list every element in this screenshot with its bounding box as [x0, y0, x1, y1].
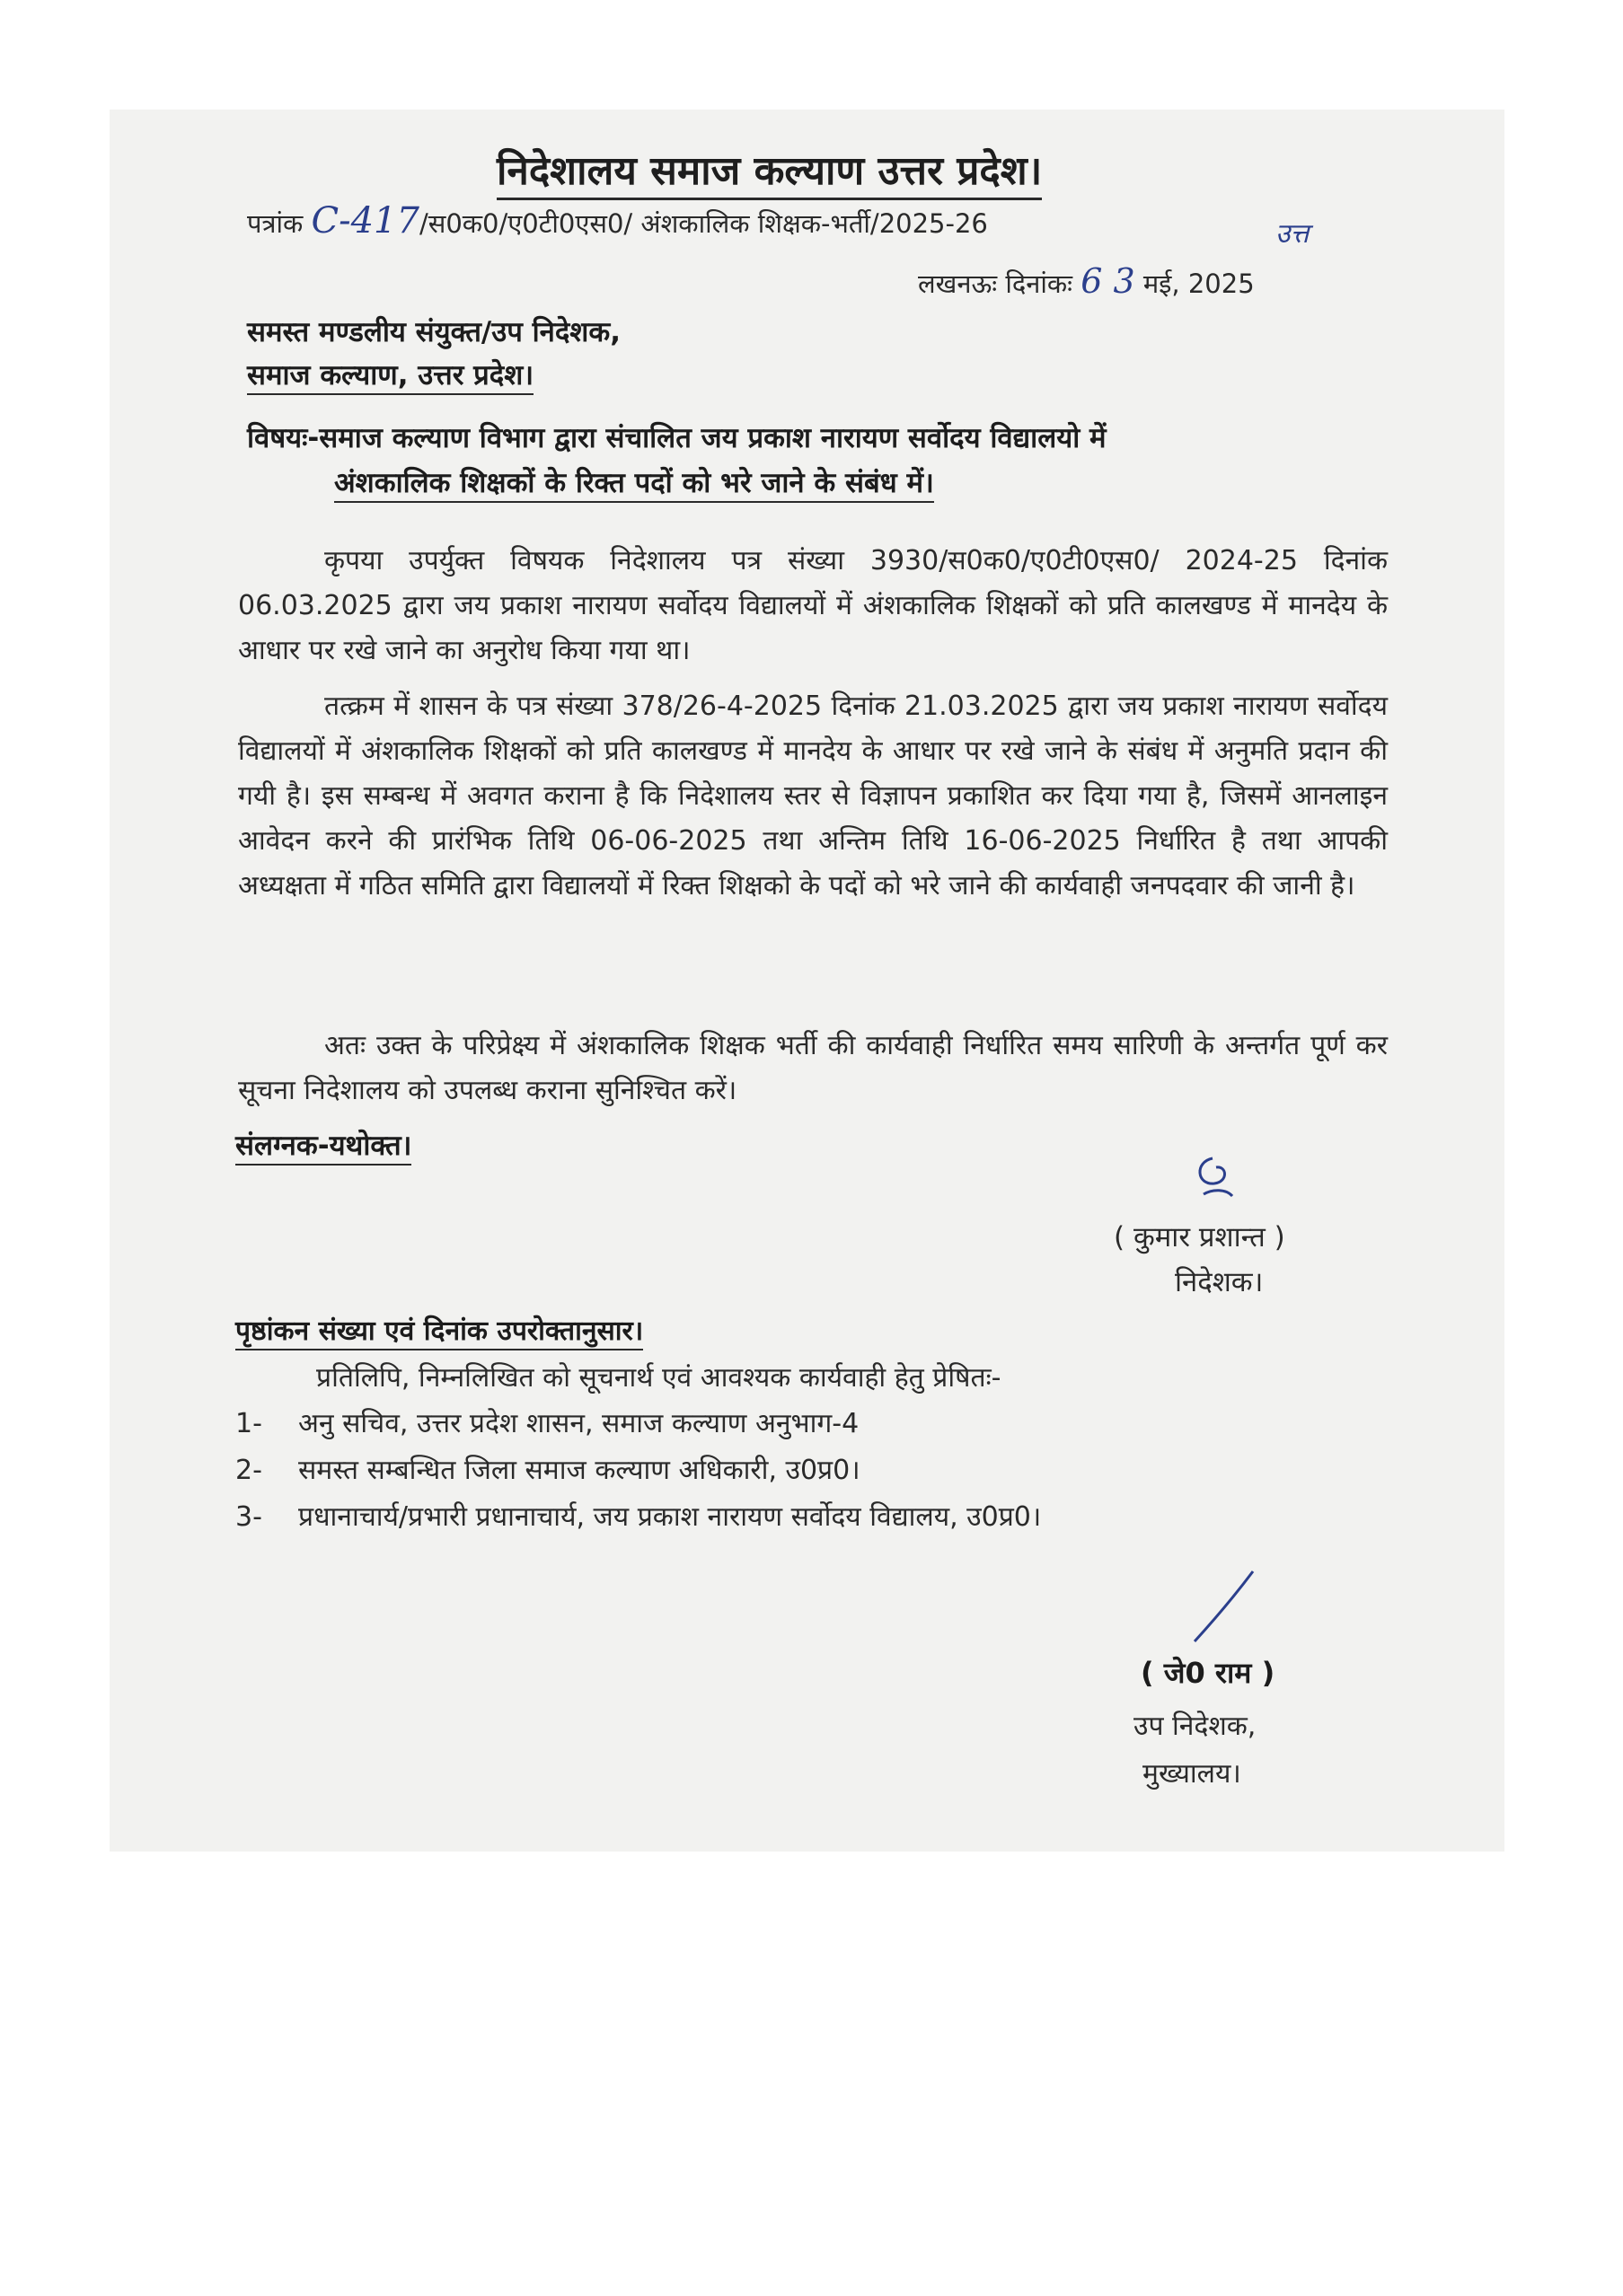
signatory-2-name: ( जे0 राम ) — [1141, 1656, 1275, 1690]
date-handwritten: 6 3 — [1081, 261, 1135, 301]
director-signature — [1177, 1149, 1257, 1221]
list-item-number: 1- — [235, 1408, 262, 1439]
ref-prefix: पत्रांक — [247, 208, 304, 239]
endorsement-intro: प्रतिलिपि, निम्नलिखित को सूचनार्थ एवं आवश्यक कार्यवाही हेतु प्रेषितः- — [316, 1362, 1001, 1394]
ref-handwritten-note: उत्त — [1275, 218, 1310, 250]
subject-line-1: विषयः-समाज कल्याण विभाग द्वारा संचालित जय प्रकाश नारायण सर्वोदय विद्यालयो में — [247, 422, 1107, 454]
deputy-director-signature — [1168, 1562, 1266, 1652]
enclosure-note: संलग्नक-यथोक्त। — [235, 1130, 411, 1166]
list-item — [235, 1455, 860, 1487]
endorsement-heading-wrap — [235, 1315, 643, 1348]
place-date-prefix: लखनऊः दिनांकः — [918, 268, 1072, 299]
signatory-1-name: ( कुमार प्रशान्त ) — [1114, 1221, 1285, 1254]
signatory-1-designation: निदेशक। — [1175, 1266, 1264, 1298]
subject-line-2: अंशकालिक शिक्षकों के रिक्त पदों को भरे जाने के संबंध में। — [334, 467, 934, 503]
reference-line — [247, 200, 988, 242]
addressee-line-1: समस्त मण्डलीय संयुक्त/उप निदेशक, — [247, 316, 621, 348]
list-item-number: 3- — [235, 1501, 262, 1533]
signatory-2-designation-2: मुख्यालय। — [1142, 1758, 1241, 1790]
paragraph-1-text: कृपया उपर्युक्त विषयक निदेशालय पत्र संख्या 3930/स0क0/ए0टी0एस0/ 2024-25 दिनांक 06.03.2025 द्वारा जय प्रकाश नारायण सर्वोदय विद्यालयों में अंशकालिक शिक्षकों को प्रति कालखण्ड में मानदेय के आधार पर रखे जाने का अनुरोध किया गया था। — [238, 545, 1388, 666]
ref-number-handwritten: C-417 — [311, 200, 419, 242]
date-rest: मई, 2025 — [1142, 268, 1255, 299]
paragraph-2-text: तत्क्रम में शासन के पत्र संख्या 378/26-4-2025 दिनांक 21.03.2025 द्वारा जय प्रकाश नारायण सर्वोदय विद्यालयों में अंशकालिक शिक्षकों को प्रति कालखण्ड में मानदेय के आधार पर रखे जाने के संबंध में अनुमति प्रदान की गयी है। इस सम्बन्ध में अवगत कराना है कि निदेशालय स्तर से विज्ञापन प्रकाशित कर दिया गया है, जिसमें आनलाइन आवेदन करने की प्रारंभिक तिथि 06-06-2025 तथा अन्तिम तिथि 16-06-2025 निर्धारित है तथा आपकी अध्यक्षता में गठित समिति द्वारा विद्यालयों में रिक्त शिक्षको के पदों को भरे जाने की कार्यवाही जनपदवार की जानी है। — [238, 691, 1388, 902]
list-item-text: समस्त सम्बन्धित जिला समाज कल्याण अधिकारी, उ0प्र0। — [298, 1455, 860, 1486]
place-date-line — [918, 261, 1255, 301]
page-title: निदेशालय समाज कल्याण उत्तर प्रदेश। — [497, 142, 1042, 200]
addressee-line-2: समाज कल्याण, उत्तर प्रदेश। — [247, 359, 534, 395]
subject-line-2-wrap — [334, 467, 934, 499]
signatory-2-designation-1: उप निदेशक, — [1133, 1711, 1257, 1742]
list-item-text: प्रधानाचार्य/प्रभारी प्रधानाचार्य, जय प्रकाश नारायण सर्वोदय विद्यालय, उ0प्र0। — [298, 1501, 1042, 1533]
list-item-number: 2- — [235, 1455, 262, 1486]
endorsement-heading: पृष्ठांकन संख्या एवं दिनांक उपरोक्तानुसार। — [235, 1315, 643, 1350]
enclosure-wrap — [235, 1130, 411, 1162]
body-paragraph-2 — [238, 684, 1388, 909]
list-item — [235, 1501, 1041, 1534]
paragraph-3-text: अतः उक्त के परिप्रेक्ष्य में अंशकालिक शिक्षक भर्ती की कार्यवाही निर्धारित समय सारिणी के अन्तर्गत पूर्ण कर सूचना निदेशालय को उपलब्ध कराना सुनिश्चित करें। — [238, 1030, 1388, 1106]
body-paragraph-3 — [238, 1024, 1388, 1113]
ref-rest: /स0क0/ए0टी0एस0/ अंशकालिक शिक्षक-भर्ती/2025-26 — [419, 208, 988, 239]
list-item-text: अनु सचिव, उत्तर प्रदेश शासन, समाज कल्याण अनुभाग-4 — [298, 1408, 860, 1439]
list-item — [235, 1408, 859, 1440]
body-paragraph-1 — [238, 539, 1388, 673]
addressee-line-2-wrap — [247, 359, 534, 391]
